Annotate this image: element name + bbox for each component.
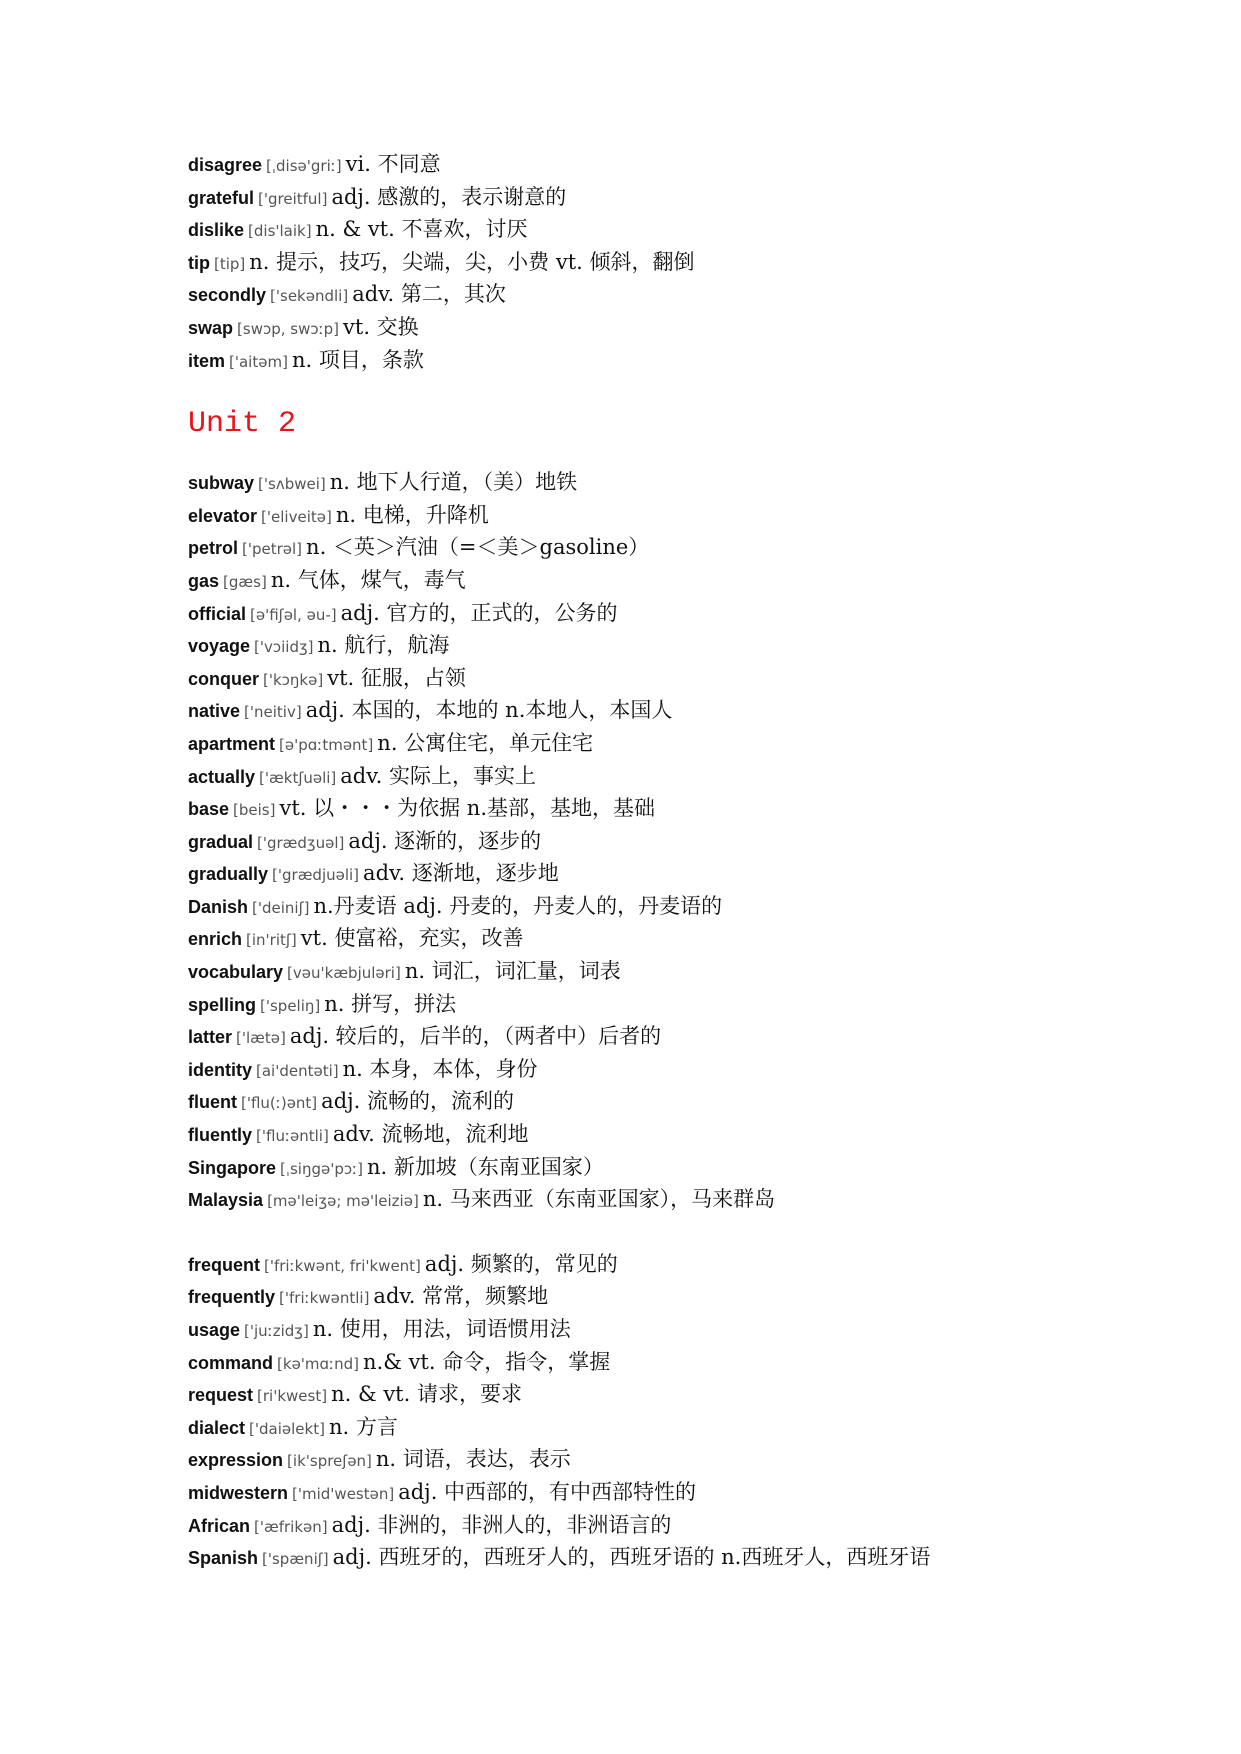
entry-definition: vt. 以・・・为依据 n.基部，基地，基础 [279,796,655,821]
vocab-entry [188,499,1188,532]
entry-word: tip [188,252,210,273]
entry-word: Danish [188,896,249,917]
entry-phonetic: ['lætə] [236,1029,286,1048]
entry-word: swap [188,317,234,338]
entry-phonetic: ['flu(ː)ənt] [241,1094,318,1113]
entry-definition: vt. 使富裕，充实，改善 [300,926,524,951]
vocab-entry [188,531,1188,564]
entry-word: latter [188,1027,233,1048]
entry-definition: n. 方言 [328,1414,398,1439]
entry-definition: adj. 频繁的，常见的 [424,1251,618,1276]
entry-phonetic: [ai'dentəti] [256,1061,339,1080]
vocab-entry [188,213,1188,246]
entry-word: Malaysia [188,1190,264,1211]
vocab-entry [188,564,1188,597]
entry-definition: adj. 逐渐的，逐步的 [348,828,542,853]
entry-word: African [188,1515,251,1536]
vocab-entry [188,694,1188,727]
vocab-entry [188,181,1188,214]
entry-phonetic: ['vɔiidʒ] [254,638,314,657]
entry-word: request [188,1385,254,1406]
entry-word: subway [188,473,255,494]
entry-definition: n.& vt. 命令，指令，掌握 [363,1349,611,1374]
vocabulary-page [188,148,1188,1574]
entry-phonetic: ['sʌbwei] [258,475,326,494]
entry-word: disagree [188,155,263,175]
entry-phonetic: [ə'pɑːtmənt] [279,735,374,754]
vocab-entry [188,466,1188,499]
entry-word: elevator [188,505,258,526]
vocab-entry [188,857,1188,890]
entry-phonetic: [mə'leiʒə; mə'leiziə] [267,1192,419,1211]
entry-phonetic: ['aitəm] [229,352,288,371]
entry-word: gradually [188,864,269,885]
vocab-entry [188,890,1188,923]
entry-definition: adj. 西班牙的，西班牙人的，西班牙语的 n.西班牙人，西班牙语 [332,1545,931,1570]
vocab-entry [188,1509,1188,1542]
entry-phonetic: ['friːkwənt, fri'kwent] [264,1256,421,1275]
entry-word: gas [188,570,220,591]
entry-word: voyage [188,636,251,657]
entry-phonetic: ['æktʃuəli] [259,768,337,787]
entry-phonetic: [dis'laik] [248,222,312,241]
entry-word: vocabulary [188,962,284,983]
vocab-entry [188,344,1188,377]
entry-definition: n. ＜英＞汽油（=＜美＞gasoline） [306,535,650,560]
entry-definition: n. 公寓住宅，单元住宅 [377,730,594,755]
entry-phonetic: ['grædʒuəl] [257,833,345,852]
vocab-entry [188,760,1188,793]
vocab-entry [188,1443,1188,1476]
entry-definition: adv. 流畅地，流利地 [332,1122,529,1147]
entry-word: dialect [188,1417,246,1438]
vocab-entry [188,1248,1188,1281]
entry-phonetic: ['neitiv] [244,703,302,722]
entry-word: midwestern [188,1482,289,1503]
entry-word: apartment [188,733,276,754]
vocab-entry [188,662,1188,695]
entry-phonetic: ['fluːəntli] [256,1127,329,1146]
entry-word: actually [188,766,256,787]
entry-phonetic: [ri'kwest] [257,1387,328,1406]
entry-definition: adv. 逐渐地，逐步地 [363,861,559,886]
entry-definition: n.丹麦语 adj. 丹麦的，丹麦人的，丹麦语的 [313,893,723,918]
entry-word: official [188,603,247,624]
entry-definition: adj. 官方的，正式的，公务的 [340,600,618,625]
entry-definition: vt. 征服，占领 [327,665,466,690]
entry-definition: n. 马来西亚（东南亚国家），马来群岛 [422,1187,776,1212]
entry-phonetic: ['juːzidʒ] [244,1322,309,1340]
entry-word: identity [188,1059,253,1080]
entry-phonetic: ['mid'westən] [292,1484,395,1503]
entry-definition: n. 项目，条款 [291,347,424,372]
entry-definition: adj. 感激的，表示谢意的 [331,184,567,209]
vocab-entry [188,825,1188,858]
entry-definition: adv. 实际上，事实上 [340,763,536,788]
vocab-entry [188,1183,1188,1216]
entry-phonetic: [gæs] [223,572,267,591]
entry-definition: n. 本身，本体，身份 [342,1056,538,1081]
entry-word: command [188,1352,274,1373]
entry-phonetic: [ˌsiŋgə'pɔː] [280,1159,364,1178]
vocab-entry [188,1118,1188,1151]
entry-definition: n. 词语，表达，表示 [375,1447,571,1472]
vocab-entry [188,1541,1188,1574]
entry-definition: n. 新加坡（东南亚国家） [367,1154,604,1179]
entry-definition: n. 航行，航海 [317,633,450,658]
vocab-entry [188,629,1188,662]
entry-phonetic: ['spæniʃ] [262,1550,329,1569]
entry-phonetic: ['greitful] [258,189,328,208]
vocab-entry [188,1020,1188,1053]
entry-definition: n. 气体，煤气，毒气 [270,567,466,592]
vocab-entry [188,922,1188,955]
entry-definition: n. 电梯，升降机 [335,502,489,527]
entry-definition: n. 拼写，拼法 [324,991,457,1016]
entry-word: spelling [188,994,257,1015]
vocab-entry [188,1476,1188,1509]
vocab-entry [188,246,1188,279]
entry-phonetic: ['kɔŋkə] [263,670,324,689]
entry-word: usage [188,1320,241,1340]
entry-word: native [188,701,241,722]
entry-word: Singapore [188,1157,277,1178]
entry-word: frequently [188,1287,276,1308]
entry-definition: adj. 流畅的，流利的 [321,1089,514,1114]
entry-phonetic: [in'ritʃ] [246,931,297,950]
vocabulary-sections [188,148,1188,1574]
entry-phonetic: [kə'mɑːnd] [277,1354,359,1373]
vocab-entry [188,278,1188,311]
entry-word: fluently [188,1125,253,1146]
entry-phonetic: ['deiniʃ] [252,898,310,917]
entry-word: item [188,350,226,371]
entry-definition: n. 地下人行道，（美）地铁 [329,470,578,495]
entry-definition: adj. 较后的，后半的，（两者中）后者的 [289,1024,662,1049]
vocab-entry [188,1346,1188,1379]
entry-definition: n. & vt. 请求，要求 [331,1382,522,1407]
entry-word: secondly [188,285,267,306]
entry-word: gradual [188,831,254,852]
vocab-entry [188,1151,1188,1184]
vocab-entry [188,1411,1188,1444]
entry-definition: vt. 交换 [343,314,419,339]
vocab-entry [188,1280,1188,1313]
vocab-entry [188,1313,1188,1346]
vocab-entry [188,792,1188,825]
entry-definition: adv. 第二，其次 [352,282,506,307]
entry-definition: n. 使用，用法，词语惯用法 [312,1317,571,1341]
entry-phonetic: ['speliŋ] [260,996,321,1015]
entry-definition: adj. 本国的，本地的 n.本地人，本国人 [305,698,673,723]
vocab-entry [188,988,1188,1021]
entry-definition: n. & vt. 不喜欢，讨厌 [315,217,528,242]
entry-phonetic: [ik'spreʃən] [287,1452,372,1471]
entry-definition: adj. 非洲的，非洲人的，非洲语言的 [331,1512,672,1537]
vocab-entry [188,1378,1188,1411]
entry-word: dislike [188,220,245,241]
vocab-entry [188,311,1188,344]
entry-phonetic: [beis] [233,801,276,820]
entry-phonetic: [ə'fiʃəl, əu-] [250,605,337,624]
vocab-entry [188,597,1188,630]
entry-phonetic: ['grædjuəli] [272,866,360,885]
entry-word: enrich [188,929,243,950]
entry-word: petrol [188,538,239,559]
vocab-entry [188,1053,1188,1086]
entry-phonetic: [tip] [214,254,246,273]
entry-word: Spanish [188,1548,259,1569]
entry-phonetic: [ˌdisə'griː] [266,157,342,175]
entry-phonetic: ['sekəndli] [270,287,349,306]
entry-word: frequent [188,1254,260,1275]
entry-definition: vi. 不同意 [345,152,441,176]
vocab-entry [188,1085,1188,1118]
entry-phonetic: ['eliveitə] [261,507,332,526]
entry-word: fluent [188,1092,237,1113]
vocab-entry [188,727,1188,760]
vocab-entry [188,148,1188,181]
entry-phonetic: [swɔp, swɔːp] [237,319,340,338]
entry-phonetic: [vəu'kæbjuləri] [287,964,401,983]
entry-phonetic: ['petrəl] [242,540,303,559]
entry-word: expression [188,1450,284,1471]
entry-definition: n. 提示，技巧，尖端，尖，小费 vt. 倾斜，翻倒 [249,249,695,274]
entry-definition: n. 词汇，词汇量，词表 [404,959,621,984]
entry-word: conquer [188,668,260,689]
unit-heading: Unit 2 [188,407,297,442]
entry-word: grateful [188,187,255,208]
entry-word: base [188,799,230,820]
group-spacer [188,1216,1188,1248]
entry-phonetic: ['æfrikən] [254,1517,328,1536]
entry-phonetic: ['daiəlekt] [249,1419,325,1438]
entry-phonetic: ['friːkwəntli] [279,1289,370,1308]
entry-definition: adv. 常常，频繁地 [373,1284,549,1309]
entry-definition: adj. 中西部的，有中西部特性的 [398,1479,697,1504]
vocab-entry [188,955,1188,988]
